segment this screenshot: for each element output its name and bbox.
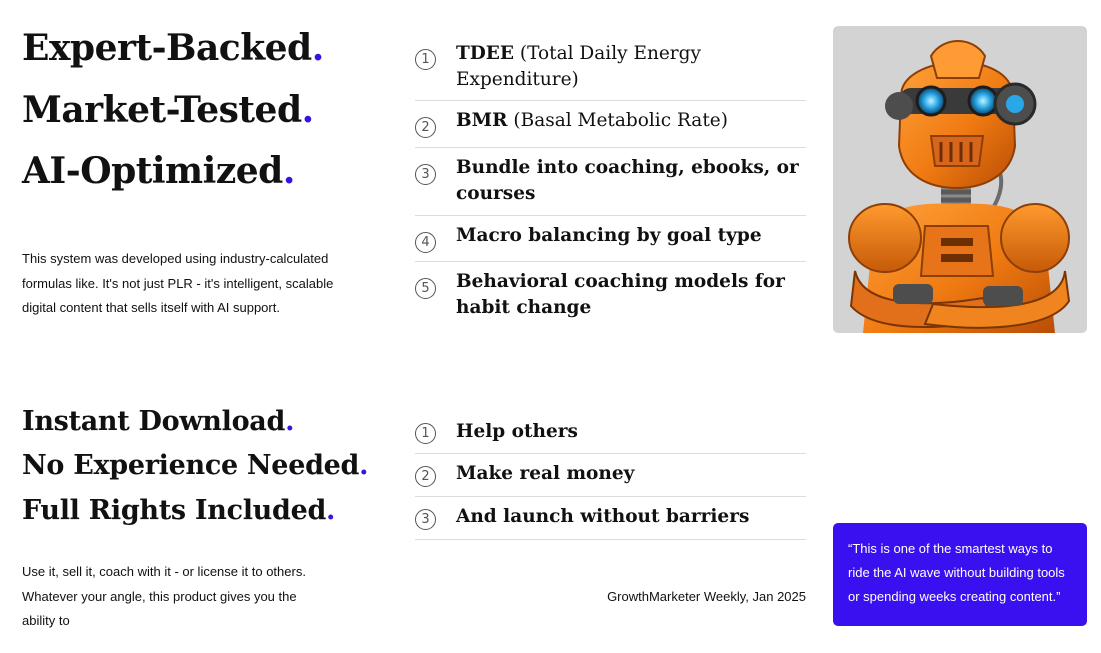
- headline-expert-backed: Expert-Backed.: [22, 27, 324, 69]
- number-badge: 3: [415, 509, 436, 530]
- usage-paragraph: Use it, sell it, coach with it - or license it to others. Whatever your angle, this product gives you the ability to: [22, 564, 306, 628]
- benefits-list: [415, 418, 806, 540]
- number-badge: 2: [415, 117, 436, 138]
- number-badge: 1: [415, 49, 436, 70]
- list-item: 4 Macro balancing by goal type: [415, 216, 806, 262]
- list-item: 3 Bundle into coaching, ebooks, or courses: [415, 148, 806, 216]
- number-badge: 5: [415, 278, 436, 299]
- headline-full-rights: Full Rights Included.: [22, 495, 336, 526]
- robot-illustration-icon: [833, 26, 1087, 333]
- list-item: 5 Behavioral coaching models for habit change: [415, 262, 806, 324]
- headline-market-tested: Market-Tested.: [22, 89, 314, 131]
- number-badge: 4: [415, 232, 436, 253]
- list-item: 2 BMR (Basal Metabolic Rate): [415, 101, 806, 148]
- features-list: [415, 40, 806, 324]
- list-item: 2 Make real money: [415, 454, 806, 497]
- number-badge: 2: [415, 466, 436, 487]
- quote-attribution: GrowthMarketer Weekly, Jan 2025: [607, 589, 806, 604]
- list-item: 3 And launch without barriers: [415, 497, 806, 540]
- number-badge: 1: [415, 423, 436, 444]
- intro-paragraph: This system was developed using industry-calculated formulas like. It's not just PLR - it's intelligent, scalable digital content that sells itself with AI support.: [22, 251, 334, 315]
- testimonial-quote: [833, 523, 1087, 626]
- headline-no-experience: No Experience Needed.: [22, 450, 369, 481]
- number-badge: 3: [415, 164, 436, 185]
- list-item: 1 TDEE (Total Daily Energy Expenditure): [415, 40, 806, 101]
- quote-text: “This is one of the smartest ways to ride the AI wave without building tools or spending weeks creating content.”: [848, 541, 1065, 604]
- list-item: 1 Help others: [415, 418, 806, 454]
- headline-ai-optimized: AI-Optimized.: [22, 150, 295, 192]
- robot-image: [833, 26, 1087, 333]
- headline-instant-download: Instant Download.: [22, 406, 295, 437]
